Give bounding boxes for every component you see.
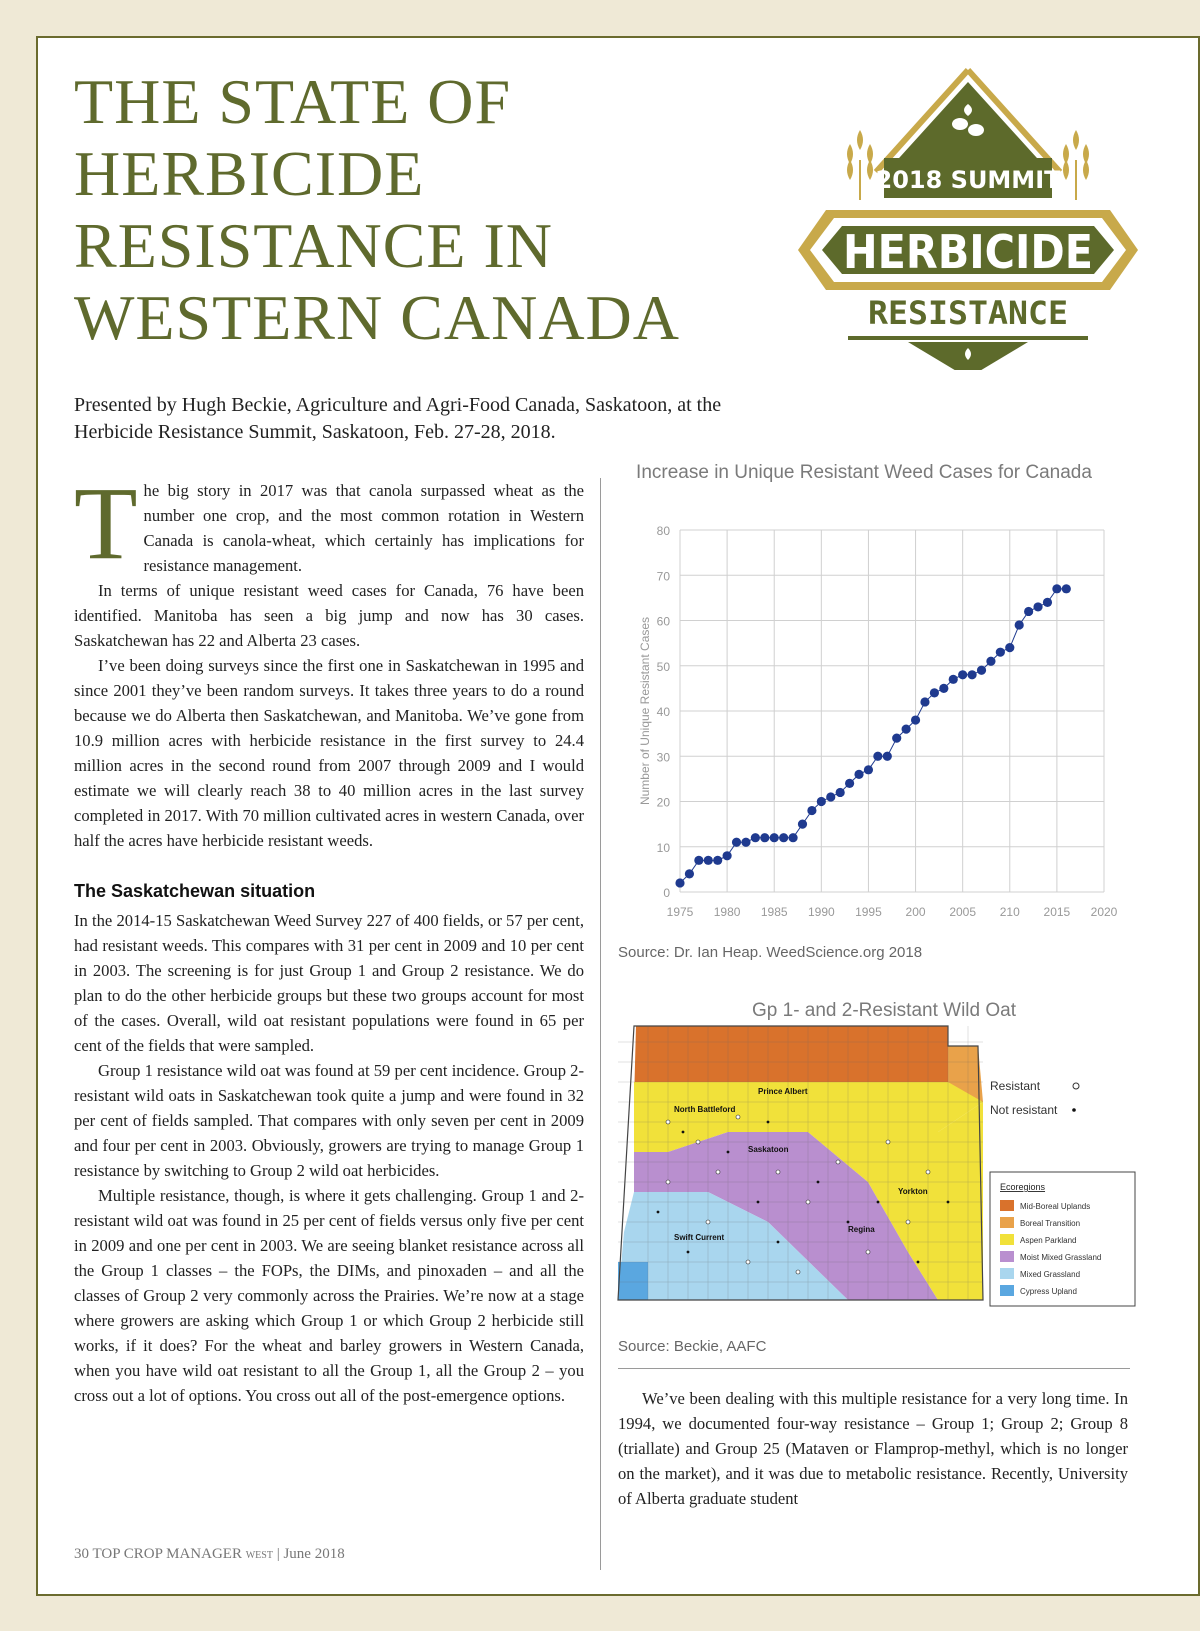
x-tick-label: 1985 bbox=[760, 905, 788, 919]
data-point bbox=[694, 856, 703, 865]
data-point bbox=[760, 833, 769, 842]
summit-badge-logo bbox=[778, 60, 1168, 370]
resistant-cases-chart bbox=[604, 484, 1164, 944]
publication-name: TOP CROP MANAGER bbox=[92, 1546, 242, 1562]
badge-word1: HERBICIDE bbox=[843, 225, 1093, 279]
data-point bbox=[967, 670, 976, 679]
badge-word2: RESISTANCE bbox=[868, 294, 1068, 332]
data-point bbox=[930, 688, 939, 697]
y-tick-label: 10 bbox=[656, 840, 670, 855]
data-point bbox=[732, 838, 741, 847]
x-tick-label: 2005 bbox=[949, 905, 977, 919]
x-tick-label: 210 bbox=[999, 905, 1020, 919]
data-point bbox=[845, 779, 854, 788]
ecoregion-swatch bbox=[1000, 1217, 1014, 1228]
map-source: Source: Beckie, AAFC bbox=[618, 1338, 767, 1355]
y-tick-label: 30 bbox=[656, 750, 670, 765]
x-tick-label: 1975 bbox=[666, 905, 694, 919]
section-divider bbox=[618, 1368, 1130, 1369]
data-point bbox=[920, 697, 929, 706]
data-point bbox=[902, 725, 911, 734]
y-tick-label: 60 bbox=[656, 614, 670, 629]
legend-resistant-marker bbox=[1073, 1083, 1079, 1089]
data-point bbox=[704, 856, 713, 865]
legend-not-resistant: Not resistant bbox=[990, 1103, 1058, 1117]
city-label: Prince Albert bbox=[758, 1087, 808, 1096]
badge-year: 2018 SUMMIT bbox=[875, 166, 1061, 194]
data-point bbox=[826, 792, 835, 801]
data-point bbox=[817, 797, 826, 806]
city-label: Yorkton bbox=[898, 1187, 928, 1196]
data-point bbox=[807, 806, 816, 815]
y-tick-label: 50 bbox=[656, 659, 670, 674]
paragraph: In terms of unique resistant weed cases for Canada, 76 have been identified. Manitoba has seen a big jump and now has 30 cases. Saskatchewan has 22 and Alberta 23 cases. bbox=[74, 581, 584, 650]
paragraph: Multiple resistance, though, is where it gets challenging. Group 1 and 2-resistant wild oat was found in 25 per cent of fields versus only five per cent in 2009 and one per cent in 2003. We are seeing blanket resistance across all the Group 1 classes – the FOPs, the DIMs, and pinoxaden – and all the classes of Group 2 very commonly across the Prairies. We’re now at a stage where growers are asking which Group 1 or which Group 2 herbicide still works, if it does? For the wheat and barley growers in Western Canada, when you have wild oat resistant to all the Group 1, all the Group 2 – you cross out a lot of options. You cross out all of the post-emergence options. bbox=[74, 1186, 584, 1405]
x-tick-label: 2015 bbox=[1043, 905, 1071, 919]
title-line: WESTERN CANADA bbox=[74, 282, 680, 353]
article-left-column bbox=[74, 466, 584, 1408]
data-point bbox=[1015, 620, 1024, 629]
data-point bbox=[883, 752, 892, 761]
issue-date: June 2018 bbox=[283, 1546, 345, 1562]
ecoregion-legend-title: Ecoregions bbox=[1000, 1182, 1046, 1192]
data-point bbox=[1033, 602, 1042, 611]
page-footer: 30 TOP CROP MANAGER WEST | June 2018 bbox=[74, 1546, 345, 1562]
y-axis-label: Number of Unique Resistant Cases bbox=[638, 616, 652, 806]
paragraph: In the 2014-15 Saskatchewan Weed Survey 227 of 400 fields, or 57 per cent, had resistant weeds. This compares with 31 per cent in 2009 and 10 per cent in 2003. The screening is for just Group 1 and Group 2 resistance. We do plan to do the other herbicide groups but these two groups account for most of the cases. Overall, wild oat resistant populations were found in 65 per cent of the fields that were sampled. bbox=[74, 911, 584, 1055]
city-label: Swift Current bbox=[674, 1233, 725, 1242]
data-point bbox=[723, 851, 732, 860]
ecoregion-swatch bbox=[1000, 1251, 1014, 1262]
data-point bbox=[836, 788, 845, 797]
y-tick-label: 80 bbox=[656, 524, 670, 538]
paragraph: The big story in 2017 was that canola surpassed wheat as the number one crop, and the most common rotation in Western Canada is canola-wheat, which certainly has implications for resistance management. bbox=[74, 466, 584, 581]
ecoregion-label: Aspen Parkland bbox=[1020, 1236, 1077, 1245]
data-point bbox=[939, 684, 948, 693]
byline: Presented by Hugh Beckie, Agriculture and Agri-Food Canada, Saskatoon, at the Herbicide Resistance Summit, Saskatoon, Feb. 27-28, 2018. bbox=[74, 394, 722, 443]
section-heading: The Saskatchewan situation bbox=[74, 881, 316, 901]
x-tick-label: 1980 bbox=[713, 905, 741, 919]
data-point bbox=[986, 657, 995, 666]
column-divider bbox=[600, 478, 601, 1570]
ecoregion-label: Mid-Boreal Uplands bbox=[1020, 1202, 1091, 1211]
paragraph: Group 1 resistance wild oat was found at 59 per cent incidence. Group 2-resistant wild oats in Saskatchewan took quite a jump and were found in 32 per cent of fields sampled. That compares with only seven per cent in 2009 and four per cent in 2003. Obviously, growers are trying to manage Group 1 resistance by switching to Group 2 wild oat herbicides. bbox=[74, 1061, 584, 1180]
page-number: 30 bbox=[74, 1546, 89, 1562]
data-point bbox=[685, 869, 694, 878]
article-right-column bbox=[618, 1386, 1128, 1511]
city-label: North Battleford bbox=[674, 1105, 736, 1114]
title-line: THE STATE OF bbox=[74, 66, 512, 137]
y-tick-label: 70 bbox=[656, 569, 670, 584]
chart-title: Increase in Unique Resistant Weed Cases for Canada bbox=[636, 462, 1092, 483]
data-point bbox=[741, 838, 750, 847]
data-point bbox=[864, 765, 873, 774]
data-point bbox=[713, 856, 722, 865]
ecoregion-label: Moist Mixed Grassland bbox=[1020, 1253, 1102, 1262]
article-title bbox=[74, 66, 754, 354]
data-point bbox=[1005, 643, 1014, 652]
data-point bbox=[977, 666, 986, 675]
data-point bbox=[751, 833, 760, 842]
publication-edition: WEST bbox=[245, 1550, 273, 1561]
ecoregion-swatch bbox=[1000, 1200, 1014, 1211]
ecoregion-label: Boreal Transition bbox=[1020, 1219, 1081, 1228]
legend-not-resistant-marker bbox=[1072, 1108, 1076, 1112]
city-label: Saskatoon bbox=[748, 1145, 789, 1154]
map-regions bbox=[618, 1026, 983, 1300]
map-title: Gp 1- and 2-Resistant Wild Oat bbox=[752, 1000, 1016, 1021]
ecoregion-swatch bbox=[1000, 1234, 1014, 1245]
legend-resistant: Resistant bbox=[990, 1079, 1041, 1093]
data-point bbox=[854, 770, 863, 779]
data-point bbox=[873, 752, 882, 761]
data-point bbox=[996, 648, 1005, 657]
title-line: RESISTANCE IN bbox=[74, 210, 553, 281]
data-point bbox=[779, 833, 788, 842]
data-point bbox=[958, 670, 967, 679]
drop-cap: T bbox=[74, 466, 138, 581]
x-tick-label: 1995 bbox=[855, 905, 882, 919]
chart-source: Source: Dr. Ian Heap. WeedScience.org 2018 bbox=[618, 944, 923, 961]
title-line: HERBICIDE bbox=[74, 138, 425, 209]
data-point bbox=[1062, 584, 1071, 593]
data-point bbox=[675, 878, 684, 887]
paragraph: We’ve been dealing with this multiple resistance for a very long time. In 1994, we documented four-way resistance – Group 1; Group 2; Group 8 (triallate) and Group 25 (Mataven or Flamprop-methyl, which is no longer on the market), and it was due to metabolic resistance. Recently, University of Alberta graduate student bbox=[618, 1389, 1128, 1508]
data-point bbox=[949, 675, 958, 684]
data-point bbox=[911, 715, 920, 724]
y-tick-label: 20 bbox=[656, 795, 670, 810]
ecoregion-label: Cypress Upland bbox=[1020, 1287, 1077, 1296]
x-tick-label: 2020 bbox=[1090, 905, 1118, 919]
data-point bbox=[1024, 607, 1033, 616]
x-tick-label: 200 bbox=[905, 905, 926, 919]
data-point bbox=[892, 734, 901, 743]
data-point bbox=[1043, 598, 1052, 607]
ecoregion-swatch bbox=[1000, 1268, 1014, 1279]
paragraph: I’ve been doing surveys since the first one in Saskatchewan in 1995 and since 2001 they’ve been random surveys. It takes three years to do a round because we do Alberta then Saskatchewan, and Manitoba. We’ve gone from 10.9 million acres with herbicide resistance in the first survey to 24.4 million acres in the second round from 2007 through 2009 and I would estimate we will clearly reach 38 to 40 million acres in the last survey completed in 2017. With 70 million cultivated acres in western Canada, over half the acres have herbicide resistant weeds. bbox=[74, 656, 584, 850]
city-label: Regina bbox=[848, 1225, 875, 1234]
data-point bbox=[788, 833, 797, 842]
ecoregion-swatch bbox=[1000, 1285, 1014, 1296]
y-tick-label: 40 bbox=[656, 705, 670, 719]
saskatchewan-map bbox=[608, 1022, 1168, 1342]
page bbox=[36, 36, 1200, 1596]
data-point bbox=[798, 820, 807, 829]
x-tick-label: 1990 bbox=[807, 905, 835, 919]
ecoregion-label: Mixed Grassland bbox=[1020, 1270, 1081, 1279]
data-point bbox=[1052, 584, 1061, 593]
data-point bbox=[770, 833, 779, 842]
y-tick-label: 0 bbox=[663, 886, 670, 900]
